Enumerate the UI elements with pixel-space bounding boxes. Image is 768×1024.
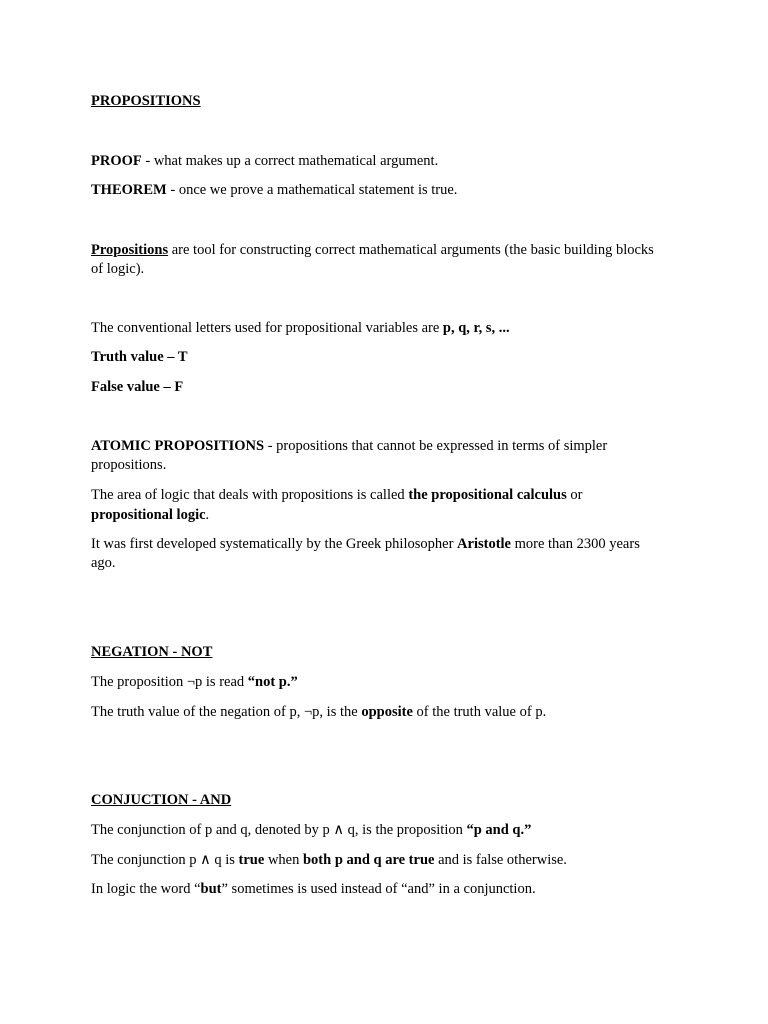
negation-value-text-end: of the truth value of p. bbox=[412, 704, 547, 720]
conjunction-heading bbox=[91, 791, 691, 810]
propositions-intro-text: are tool for constructing correct mathematical arguments (the basic building blocks bbox=[168, 242, 654, 258]
page-title bbox=[91, 92, 691, 111]
calculus-line2 bbox=[91, 506, 691, 525]
aristotle-line2 bbox=[91, 554, 691, 573]
propositions-term: Propositions bbox=[91, 242, 169, 258]
negation-read-bold: “not p.” bbox=[247, 674, 298, 690]
calculus-text: The area of logic that deals with propositions is called bbox=[91, 487, 409, 503]
conjunction-def-line bbox=[91, 821, 691, 840]
atomic-term: ATOMIC PROPOSITIONS bbox=[91, 438, 265, 454]
conjunction-true-line bbox=[91, 851, 691, 870]
negation-heading bbox=[91, 643, 691, 662]
variables-letters: p, q, r, s, ... bbox=[442, 320, 510, 336]
proof-text: - what makes up a correct mathematical argument. bbox=[141, 153, 439, 169]
truth-value: Truth value – T bbox=[91, 349, 188, 365]
conjunction-true-bold1: true bbox=[238, 852, 265, 868]
theorem-definition bbox=[91, 181, 691, 200]
conjunction-def-text: The conjunction of p and q, denoted by p ∧ q, is the proposition bbox=[91, 822, 467, 838]
aristotle-ago: ago. bbox=[91, 555, 116, 571]
conjunction-but-text1: In logic the word “ bbox=[91, 881, 201, 897]
propositions-intro-line2 bbox=[91, 260, 691, 279]
variables-text: The conventional letters used for propositional variables are bbox=[91, 320, 443, 336]
calculus-bold: the propositional calculus bbox=[408, 487, 567, 503]
conjunction-true-text2: when bbox=[264, 852, 303, 868]
atomic-line2 bbox=[91, 456, 691, 475]
conjunction-true-text1: The conjunction p ∧ q is bbox=[91, 852, 239, 868]
variables-line bbox=[91, 319, 691, 338]
conjunction-def-bold: “p and q.” bbox=[466, 822, 532, 838]
calculus-or: or bbox=[566, 487, 583, 503]
false-value: False value – F bbox=[91, 379, 184, 395]
aristotle-text: It was first developed systematically by the Greek philosopher bbox=[91, 536, 458, 552]
aristotle-line1 bbox=[91, 535, 691, 554]
proof-definition bbox=[91, 152, 691, 171]
propositions-intro-line1 bbox=[91, 241, 691, 260]
conjunction-true-text3: and is false otherwise. bbox=[434, 852, 567, 868]
proof-term: PROOF bbox=[91, 153, 142, 169]
truth-value-line bbox=[91, 348, 691, 367]
aristotle-years: more than 2300 years bbox=[510, 536, 640, 552]
negation-opposite: opposite bbox=[361, 704, 413, 720]
negation-read-text: The proposition ¬p is read bbox=[91, 674, 248, 690]
false-value-line bbox=[91, 378, 691, 397]
conjunction-heading-text: CONJUCTION - AND bbox=[91, 792, 232, 808]
conjunction-but-text2: ” sometimes is used instead of “and” in a conjunction. bbox=[221, 881, 536, 897]
page-title-text: PROPOSITIONS bbox=[91, 93, 201, 109]
propositions-intro-text-cont: of logic). bbox=[91, 261, 145, 277]
negation-heading-text: NEGATION - NOT bbox=[91, 644, 213, 660]
theorem-term: THEOREM bbox=[91, 182, 167, 198]
atomic-text: - propositions that cannot be expressed in terms of simpler bbox=[264, 438, 608, 454]
calculus-period: . bbox=[205, 507, 210, 523]
negation-value-text: The truth value of the negation of p, ¬p, is the bbox=[91, 704, 362, 720]
negation-value-line bbox=[91, 703, 691, 722]
theorem-text: - once we prove a mathematical statement is true. bbox=[166, 182, 458, 198]
negation-read-line bbox=[91, 673, 691, 692]
aristotle-bold: Aristotle bbox=[457, 536, 511, 552]
propositional-logic-bold: propositional logic bbox=[91, 507, 206, 523]
calculus-line1 bbox=[91, 486, 691, 505]
conjunction-true-bold2: both p and q are true bbox=[302, 852, 435, 868]
conjunction-but-line bbox=[91, 880, 691, 899]
conjunction-but-bold: but bbox=[200, 881, 222, 897]
atomic-line1 bbox=[91, 437, 691, 456]
atomic-text-cont: propositions. bbox=[91, 457, 167, 473]
